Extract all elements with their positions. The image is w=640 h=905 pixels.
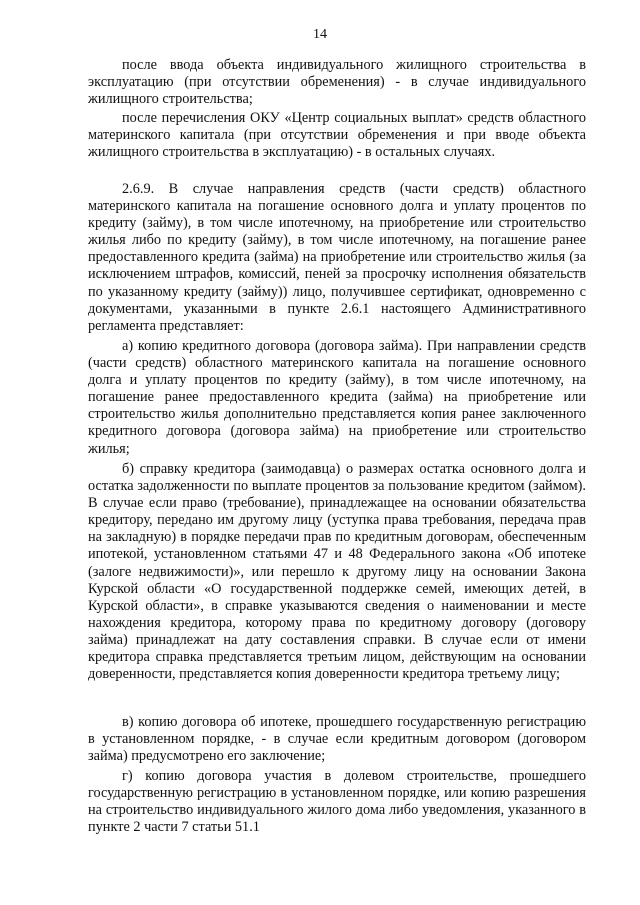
paragraph-text: б) справку кредитора (заимодавца) о размерах остатка основного долга и остатка задолженности по выплате процентов за пользование кредитом (займом). В случае если право (требование), принадлежащее на основании обязательства кредитору, передано им другому лицу (уступка права требования, передача прав на закладную) в порядке передачи прав по кредитным договорам, обеспеченным ипотекой, установленном статьями 47 и 48 Федерального закона «Об ипотеке (залоге недвижимости)», или перешло к другому лицу на основании Закона Курской области «О государственной поддержке семей, имеющих детей, в Курской области», в справке указываются сведения о наименовании и месте нахождения кредитора, которому права по кредитному договору (договору займа) принадлежат на дату составления справки. В случае если от имени кредитора справка представляется третьим лицом, действующим на основании доверенности, представляется копия доверенности кредитора третьему лицу; [88,461,586,683]
page-number: 14 [313,27,327,42]
paragraph-text: а) копию кредитного договора (договора займа). При направлении средств (части средств) областного материнского капитала на погашение основного долга и уплату процентов по кредиту (займу), в том числе ипотечному, на погашение ранее предоставленного кредита (займа) на приобретение или строительство жилья дополнительно представляется копия ранее заключенного кредитного договора (договора займа) на приобретение или строительство жилья; [88,338,586,457]
paragraph-1 [88,57,586,108]
paragraph-2 [88,110,586,161]
paragraph-7 [88,768,586,836]
paragraph-4 [88,338,586,458]
paragraph-text: после перечисления ОКУ «Центр социальных выплат» средств областного материнского капитала (при отсутствии обременения и при вводе объекта жилищного строительства в эксплуатацию) - в остальных случаях. [88,110,586,161]
paragraph-text: в) копию договора об ипотеке, прошедшего государственную регистрацию в установленном порядке, - в случае если кредитным договором (договором займа) предусмотрено его заключение; [88,714,586,765]
paragraph-text: г) копию договора участия в долевом строительстве, прошедшего государственную регистрацию в установленном порядке, или копию разрешения на строительство индивидуального жилого дома либо уведомления, указанного в пункте 2 части 7 статьи 51.1 [88,768,586,836]
paragraph-text: после ввода объекта индивидуального жилищного строительства в эксплуатацию (при отсутствии обременения) - в случае индивидуального жилищного строительства; [88,57,586,108]
paragraph-3 [88,181,586,335]
paragraph-5 [88,461,586,683]
paragraph-text: 2.6.9. В случае направления средств (части средств) областного материнского капитала на погашение основного долга и уплату процентов по кредиту (займу), в том числе ипотечному, на приобретение или строительство жилья либо по кредиту (займу), в том числе ипотечному, на погашение ранее предоставленного кредита (займа) на приобретение или строительство жилья (за исключением штрафов, комиссий, пеней за просрочку исполнения обязательств по указанному кредиту (займу)) лицо, получившее сертификат, одновременно с документами, указанными в пункте 2.6.1 настоящего Административного регламента представляет: [88,181,586,334]
paragraph-6 [88,714,586,765]
